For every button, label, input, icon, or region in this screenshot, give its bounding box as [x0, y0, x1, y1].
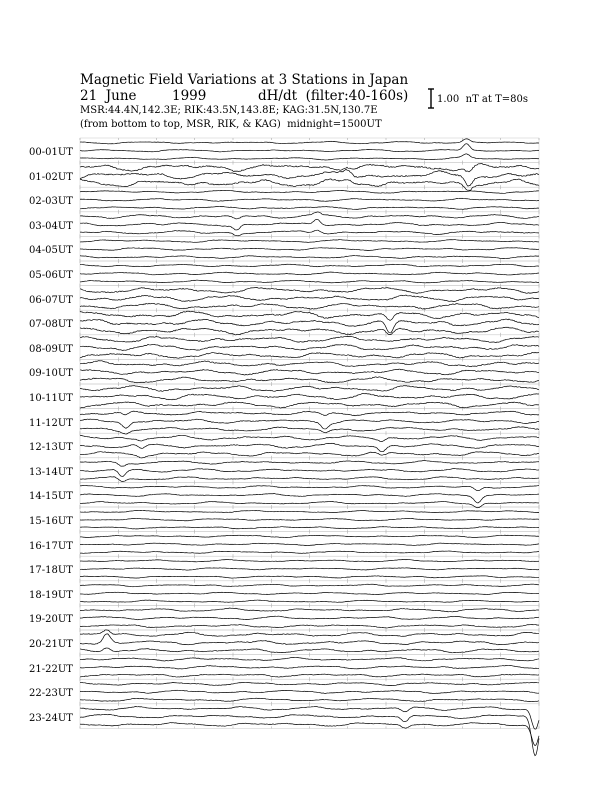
- row-label: 12-13UT: [29, 442, 73, 454]
- quantity-label: dH/dt (filter:40-160s): [258, 88, 409, 104]
- trace-order-note: (from bottom to top, MSR, RIK, & KAG) midnight=1500UT: [80, 119, 382, 130]
- trace-msr: [80, 352, 539, 358]
- trace-kag: [80, 559, 539, 561]
- row-label: 05-06UT: [29, 270, 73, 281]
- row-label: 02-03UT: [29, 196, 73, 208]
- row-label: 07-08UT: [29, 319, 73, 331]
- trace-kag: [80, 311, 539, 320]
- row-label: 23-24UT: [29, 712, 73, 724]
- row-label: 15-16UT: [29, 516, 73, 527]
- trace-msr: [80, 648, 539, 653]
- row-label: 08-09UT: [29, 343, 73, 355]
- scale-bar: [428, 89, 434, 108]
- trace-kag: [80, 361, 539, 367]
- trace-kag: [80, 385, 539, 391]
- row-label: 09-10UT: [29, 368, 73, 380]
- trace-kag: [80, 461, 539, 467]
- trace-rik: [80, 518, 539, 520]
- trace-rik: [80, 295, 539, 302]
- row-label: 04-05UT: [29, 245, 73, 257]
- row-label: 18-19UT: [29, 589, 73, 601]
- trace-rik: [80, 592, 539, 594]
- trace-rik: [80, 469, 539, 477]
- row-label: 10-11UT: [29, 393, 73, 404]
- trace-kag: [80, 336, 539, 342]
- trace-rik: [80, 568, 539, 570]
- station-coordinates: MSR:44.4N,142.3E; RIK:43.5N,143.8E; KAG:31.5N,130.7E: [80, 105, 378, 116]
- trace-msr: [80, 600, 539, 602]
- date-year: 1999: [172, 88, 207, 104]
- trace-msr: [80, 206, 539, 209]
- row-frame: [80, 359, 539, 384]
- row-label: 01-02UT: [29, 171, 73, 183]
- date-day: 21 June: [80, 88, 137, 104]
- trace-rik: [80, 169, 539, 186]
- trace-msr: [80, 527, 539, 529]
- trace-rik: [80, 248, 539, 251]
- trace-rik: [80, 543, 539, 546]
- trace-kag: [80, 485, 539, 490]
- row-label: 17-18UT: [29, 565, 73, 577]
- trace-kag: [80, 264, 539, 267]
- trace-group: [80, 139, 539, 756]
- trace-kag: [80, 190, 539, 193]
- row-label: 00-01UT: [29, 147, 73, 158]
- row-label: 20-21UT: [29, 639, 73, 650]
- row-label: 14-15UT: [29, 491, 73, 503]
- trace-kag: [80, 584, 539, 587]
- trace-msr: [80, 576, 539, 578]
- row-label: 16-17UT: [29, 540, 73, 552]
- trace-msr: [80, 698, 539, 701]
- trace-msr: [80, 303, 539, 309]
- trace-kag: [80, 435, 539, 441]
- trace-kag: [80, 510, 539, 512]
- trace-rik: [80, 219, 539, 230]
- trace-kag: [80, 411, 539, 416]
- trace-kag: [80, 535, 539, 537]
- row-label: 19-20UT: [29, 614, 73, 626]
- scale-bar-label: 1.00 nT at T=80s: [437, 94, 528, 105]
- row-label: 06-07UT: [29, 294, 73, 306]
- trace-msr: [80, 255, 539, 258]
- trace-rik: [80, 616, 539, 620]
- trace-kag: [80, 287, 539, 293]
- trace-rik: [80, 419, 539, 429]
- row-grid: [80, 138, 539, 728]
- trace-kag: [80, 240, 539, 243]
- trace-kag: [80, 608, 539, 612]
- trace-rik: [80, 665, 539, 668]
- trace-kag: [80, 682, 539, 685]
- trace-msr: [80, 723, 539, 746]
- trace-kag: [80, 657, 539, 661]
- trace-rik: [80, 272, 539, 275]
- trace-rik: [80, 344, 539, 350]
- row-label: 13-14UT: [29, 466, 73, 478]
- trace-kag: [80, 163, 539, 171]
- row-label: 22-23UT: [29, 688, 73, 700]
- row-frame: [80, 433, 539, 458]
- row-label: 11-12UT: [29, 417, 73, 429]
- chart-title: Magnetic Field Variations at 3 Stations in Japan: [80, 72, 409, 88]
- trace-rik: [80, 198, 539, 201]
- trace-msr: [80, 551, 539, 553]
- trace-rik: [80, 690, 539, 693]
- row-label: 21-22UT: [29, 663, 73, 675]
- trace-rik: [80, 714, 539, 755]
- trace-msr: [80, 154, 539, 160]
- trace-rik: [80, 393, 539, 400]
- trace-rik: [80, 144, 539, 152]
- trace-msr: [80, 377, 539, 383]
- trace-rik: [80, 369, 539, 375]
- trace-msr: [80, 625, 539, 628]
- trace-rik: [80, 494, 539, 503]
- trace-msr: [80, 674, 539, 677]
- trace-msr: [80, 280, 539, 283]
- row-label: 03-04UT: [29, 220, 73, 232]
- trace-rik: [80, 443, 539, 451]
